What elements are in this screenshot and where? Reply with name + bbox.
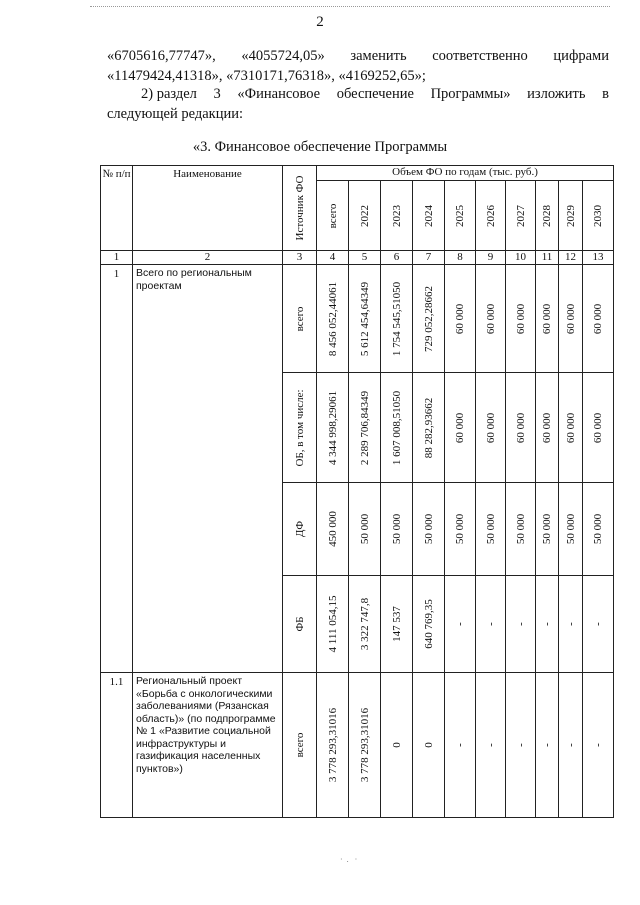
header-volume: Объем ФО по годам (тыс. руб.) <box>317 166 614 181</box>
section-title: «3. Финансовое обеспечение Программы <box>192 139 448 155</box>
table-cell: - <box>476 673 506 818</box>
intro-word: соответственно <box>432 48 528 64</box>
table-cell: 2 289 706,84349 <box>349 373 381 483</box>
table-cell: - <box>583 576 614 673</box>
column-number-row <box>101 251 614 265</box>
table-cell: 50 000 <box>381 483 413 576</box>
table-cell: 50 000 <box>349 483 381 576</box>
table-cell: - <box>445 673 476 818</box>
header-year: 2027 <box>506 181 536 251</box>
financing-table <box>100 165 614 818</box>
header-year: 2026 <box>476 181 506 251</box>
table-cell: 60 000 <box>559 265 583 373</box>
col-number: 10 <box>506 251 536 265</box>
intro-word: Программы» <box>430 86 511 102</box>
intro-line-1 <box>107 46 609 66</box>
table-cell: 4 111 054,15 <box>317 576 349 673</box>
header-row <box>101 166 614 181</box>
row-name: Всего по региональным проектам <box>133 265 283 673</box>
intro-paragraph-1 <box>107 46 609 86</box>
intro-word: обеспечение <box>336 86 414 102</box>
table-cell: 4 344 998,29061 <box>317 373 349 483</box>
table-cell: 8 456 052,44061 <box>317 265 349 373</box>
row-source: ОБ, в том числе: <box>283 373 317 483</box>
intro-word: в <box>602 86 609 102</box>
table-cell: 147 537 <box>381 576 413 673</box>
table-cell: 5 612 454,64349 <box>349 265 381 373</box>
table-cell: 60 000 <box>583 373 614 483</box>
table-cell: 50 000 <box>476 483 506 576</box>
table-cell: 0 <box>413 673 445 818</box>
table-cell: 50 000 <box>536 483 559 576</box>
table-cell: 450 000 <box>317 483 349 576</box>
table-cell: 60 000 <box>559 373 583 483</box>
col-number: 9 <box>476 251 506 265</box>
table-cell: - <box>583 673 614 818</box>
table-cell: 50 000 <box>583 483 614 576</box>
intro-word: «Финансовое <box>237 86 321 102</box>
header-name: Наименование <box>133 166 283 251</box>
table-cell: 50 000 <box>445 483 476 576</box>
table-row <box>101 265 614 373</box>
row-source: ДФ <box>283 483 317 576</box>
col-number: 7 <box>413 251 445 265</box>
table-cell: - <box>559 576 583 673</box>
header-year: 2028 <box>536 181 559 251</box>
intro-word: «6705616,77747», <box>107 48 216 64</box>
col-number: 8 <box>445 251 476 265</box>
header-year: 2023 <box>381 181 413 251</box>
table-row <box>101 673 614 818</box>
table-cell: 60 000 <box>506 265 536 373</box>
row-source: всего <box>283 673 317 818</box>
header-year: 2024 <box>413 181 445 251</box>
intro-word: «4055724,05» <box>241 48 325 64</box>
table-cell: 60 000 <box>583 265 614 373</box>
col-number: 2 <box>133 251 283 265</box>
table-cell: - <box>559 673 583 818</box>
header-year: 2025 <box>445 181 476 251</box>
header-year: 2029 <box>559 181 583 251</box>
table-cell: - <box>506 673 536 818</box>
intro-word: цифрами <box>553 48 609 64</box>
intro-word: изложить <box>527 86 586 102</box>
col-number: 3 <box>283 251 317 265</box>
header-source <box>283 166 317 251</box>
row-source: всего <box>283 265 317 373</box>
table-cell: 50 000 <box>559 483 583 576</box>
table-cell: 88 282,93662 <box>413 373 445 483</box>
table-cell: 60 000 <box>536 373 559 483</box>
intro-line-4: следующей редакции: <box>107 106 244 122</box>
intro-word: 2) раздел <box>141 86 197 102</box>
col-number: 4 <box>317 251 349 265</box>
intro-word: 3 <box>213 86 221 102</box>
table-cell: - <box>476 576 506 673</box>
table-cell: 1 607 008,51050 <box>381 373 413 483</box>
table-cell: 60 000 <box>476 373 506 483</box>
table-cell: - <box>506 576 536 673</box>
row-num: 1 <box>101 265 133 673</box>
table-cell: 60 000 <box>445 373 476 483</box>
table-cell: 60 000 <box>506 373 536 483</box>
table-cell: 1 754 545,51050 <box>381 265 413 373</box>
header-year: 2030 <box>583 181 614 251</box>
col-number: 5 <box>349 251 381 265</box>
table-cell: 640 769,35 <box>413 576 445 673</box>
page-number: 2 <box>316 14 324 30</box>
table-cell: 729 052,28662 <box>413 265 445 373</box>
col-number: 6 <box>381 251 413 265</box>
col-number: 12 <box>559 251 583 265</box>
col-number: 11 <box>536 251 559 265</box>
col-number: 1 <box>101 251 133 265</box>
table-cell: - <box>536 673 559 818</box>
table-cell: 0 <box>381 673 413 818</box>
intro-paragraph-2 <box>107 84 609 124</box>
table-cell: 60 000 <box>536 265 559 373</box>
table-cell: 60 000 <box>476 265 506 373</box>
scan-top-line <box>90 6 610 7</box>
scan-specks: · . · <box>340 855 358 864</box>
table-cell: 60 000 <box>445 265 476 373</box>
table-cell: 3 778 293,31016 <box>349 673 381 818</box>
col-number: 13 <box>583 251 614 265</box>
intro-line-2: «11479424,41318», «7310171,76318», «4169252,65»; <box>107 68 426 84</box>
intro-word: заменить <box>350 48 407 64</box>
header-year: всего <box>317 181 349 251</box>
table-cell: - <box>445 576 476 673</box>
header-num: № п/п <box>101 166 133 251</box>
row-name: Региональный проект «Борьба с онкологическими заболеваниями (Рязанская область)» (по подпрограмме № 1 «Развитие социальной инфраструктуры и газификация населенных пунктов») <box>133 673 283 818</box>
table-cell: 50 000 <box>413 483 445 576</box>
table-cell: 50 000 <box>506 483 536 576</box>
header-year: 2022 <box>349 181 381 251</box>
header-source-text: Источник ФО <box>293 175 306 241</box>
table-cell: - <box>536 576 559 673</box>
table-cell: 3 778 293,31016 <box>317 673 349 818</box>
intro-line-3 <box>107 84 609 104</box>
table-cell: 3 322 747,8 <box>349 576 381 673</box>
row-source: ФБ <box>283 576 317 673</box>
row-num: 1.1 <box>101 673 133 818</box>
